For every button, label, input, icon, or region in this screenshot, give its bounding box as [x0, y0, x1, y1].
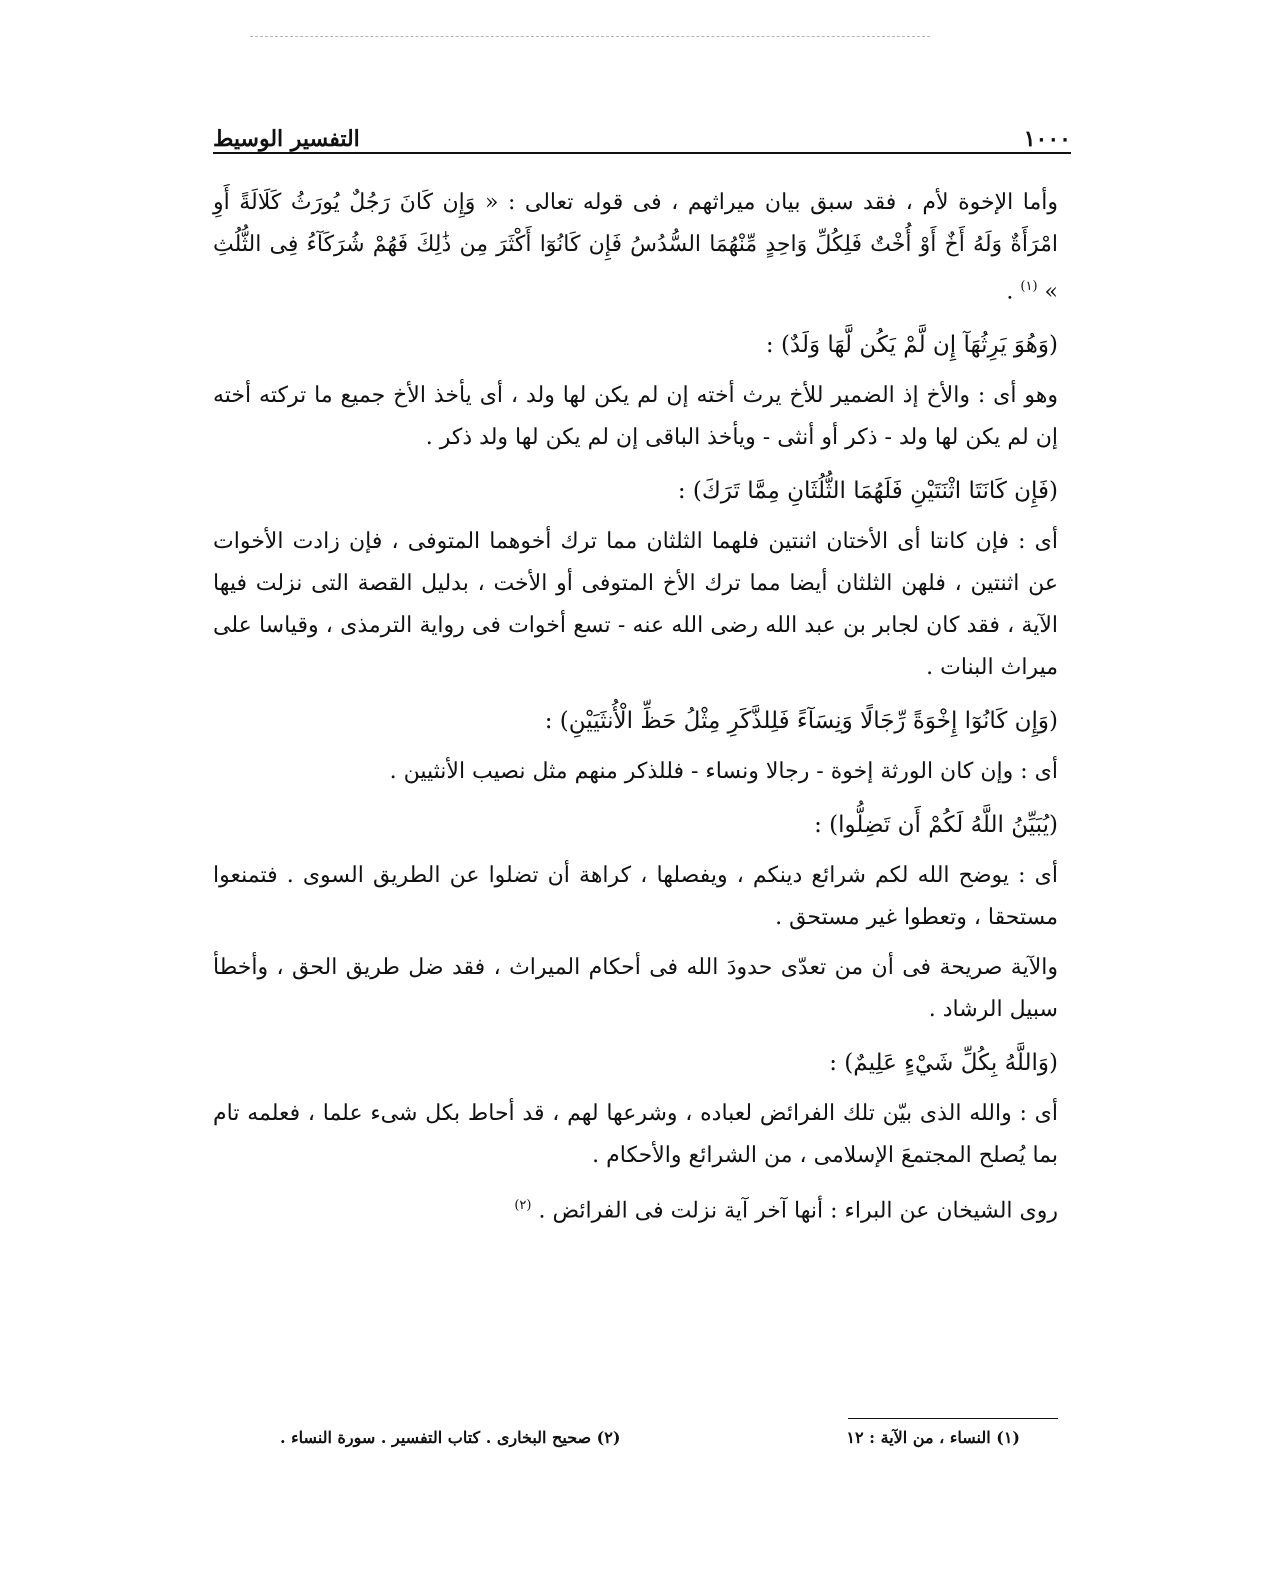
- paragraph-text: أى : يوضح الله لكم شرائع دينكم ، ويفصلها ، كراهة أن تضلوا عن الطريق السوى . فتمنعوا مستحقا ، وتعطوا غير مستحق .: [213, 863, 1058, 931]
- paragraph-7: [213, 1093, 1058, 1177]
- footnote-marker-1: (١): [1020, 279, 1038, 294]
- paragraph-text: وهو أى : والأخ إذ الضمير للأخ يرث أخته إن لم يكن لها ولد ، أى يأخذ الأخ جميع ما تركته أخته إن لم يكن لها ولد - ذكر أو أنثى - ويأخذ الباقى إن لم يكن لها ولد ذكر .: [213, 383, 1058, 451]
- verse-line: (وَإِن كَانُوٓا إِخْوَةً رِّجَالًا وَنِسَآءً فَلِلذَّكَرِ مِثْلُ حَظِّ الْأُنثَيَيْنِ) :: [544, 708, 1058, 735]
- paragraph-4: [213, 751, 1058, 793]
- paragraph-text: أى : فإن كانتا أى الأختان اثنتين فلهما الثلثان مما ترك أخوهما المتوفى ، فإن زادت الأخوات عن اثنتين ، فلهن الثلثان أيضا مما ترك الأخ المتوفى أو الأخت ، بدليل القصة التى نزلت فيها الآية ، فقد كان لجابر بن عبد الله رضى الله عنه - تسع أخوات فى رواية الترمذى ، وقياسا على ميراث البنات .: [213, 529, 1058, 681]
- paragraph-text: أى : والله الذى بيّن تلك الفرائض لعباده ، وشرعها لهم ، قد أحاط بكل شىء علما ، فعلمه تام بما يُصلح المجتمعَ الإسلامى ، من الشرائع والأحكام .: [213, 1101, 1058, 1169]
- paragraph-5: [213, 855, 1058, 939]
- verse-line: (وَاللَّهُ بِكُلِّ شَيْءٍ عَلِيمٌ) :: [829, 1050, 1058, 1077]
- book-title: التفسير الوسيط: [213, 126, 360, 152]
- footnote-rule: [848, 1418, 1058, 1419]
- verse-line: (وَهُوَ يَرِثُهَآ إِن لَّمْ يَكُن لَّهَا وَلَدٌ) :: [765, 332, 1058, 359]
- footnote-marker-2: (٢): [514, 1198, 532, 1214]
- main-text: [213, 182, 1058, 1241]
- header-rule: [213, 152, 1071, 154]
- scan-artifact-line: [250, 36, 930, 41]
- footnote-2: (٢) صحيح البخارى . كتاب التفسير . سورة النساء .: [280, 1428, 621, 1447]
- page-number: ١٠٠٠: [1023, 126, 1071, 152]
- paragraph-text: أى : وإن كان الورثة إخوة - رجالا ونساء - فللذكر منهم مثل نصيب الأنثيين .: [389, 759, 1058, 785]
- paragraph-6: [213, 947, 1058, 1031]
- paragraph-8: [213, 1185, 1058, 1232]
- paragraph-text: وأما الإخوة لأم ، فقد سبق بيان ميراثهم ، فى قوله تعالى : « وَإِن كَانَ رَجُلٌ يُورَثُ كَلَالَةً أَوِ امْرَأَةٌ وَلَهُ أَخٌ أَوْ أُخْتٌ فَلِكُلِّ وَاحِدٍ مِّنْهُمَا السُّدُسُ فَإِن كَانُوٓا أَكْثَرَ مِن ذَٰلِكَ فَهُمْ شُرَكَآءُ فِى الثُّلُثِ »: [213, 190, 1058, 305]
- paragraph-3: [213, 521, 1058, 689]
- paragraph-text: والآية صريحة فى أن من تعدّى حدودَ الله فى أحكام الميراث ، فقد ضل طريق الحق ، وأخطأ سبيل الرشاد .: [213, 955, 1058, 1023]
- verse-line: (يُبَيِّنُ اللَّهُ لَكُمْ أَن تَضِلُّوا) :: [814, 812, 1058, 839]
- paragraph-text: روى الشيخان عن البراء : أنها آخر آية نزلت فى الفرائض .: [538, 1198, 1058, 1224]
- paragraph-1: وأما الإخوة لأم ، فقد سبق بيان ميراثهم ، فى قوله تعالى : « وَإِن كَانَ رَجُلٌ يُورَثُ كَلَالَةً أَوِ امْرَأَةٌ وَلَهُ أَخٌ أَوْ أُخْتٌ فَلِكُلِّ وَاحِدٍ مِّنْهُمَا السُّدُسُ فَإِن كَانُوٓا أَكْثَرَ مِن ذَٰلِكَ فَهُمْ شُرَكَآءُ فِى الثُّلُثِ » $^{(١)}$ .: [213, 190, 1058, 305]
- paragraph-2: [213, 375, 1058, 459]
- page-header: [213, 112, 1071, 152]
- verse-line: (فَإِن كَانَتَا اثْنَتَيْنِ فَلَهُمَا الثُّلُثَانِ مِمَّا تَرَكَ) :: [677, 478, 1058, 505]
- footnotes: [280, 1428, 1020, 1447]
- footnote-1: (١) النساء ، من الآية : ١٢: [846, 1428, 1020, 1447]
